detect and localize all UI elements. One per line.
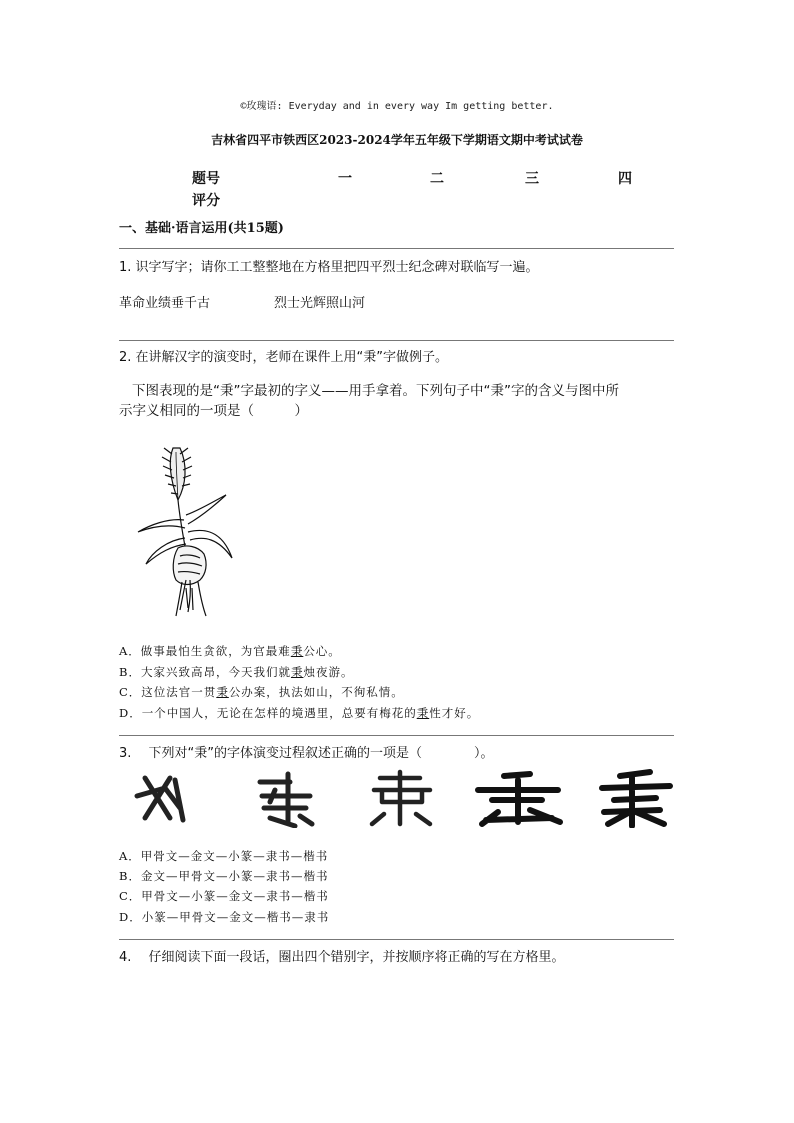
q2-option-b-pre: B．大家兴致高昂，今天我们就 xyxy=(119,665,291,679)
question-4-text: 4. 仔细阅读下面一段话，圈出四个错别字，并按顺序将正确的写在方格里。 xyxy=(119,950,565,965)
score-col-3: 三 xyxy=(525,171,539,187)
q2-option-d-pre: D．一个中国人，无论在怎样的境遇里，总要有梅花的 xyxy=(119,706,417,720)
q2-option-b[interactable] xyxy=(119,664,353,680)
q2-option-b-key-char: 秉 xyxy=(290,665,304,679)
score-row-number xyxy=(192,168,642,190)
oracle-bone-glyph xyxy=(125,768,225,828)
q2-option-c-key-char: 秉 xyxy=(216,685,229,699)
divider xyxy=(119,735,674,736)
q2-option-d-post: 性才好。 xyxy=(429,706,480,720)
score-col-4: 四 xyxy=(618,171,632,187)
clerical-script-glyph xyxy=(468,768,568,828)
divider xyxy=(119,340,674,341)
score-col-1: 一 xyxy=(338,171,352,187)
small-seal-glyph xyxy=(360,768,460,828)
regular-script-glyph xyxy=(590,768,690,828)
question-2-line-2: 示字义相同的一项是（ ） xyxy=(119,403,308,419)
divider xyxy=(119,939,674,940)
q2-option-c[interactable] xyxy=(119,684,404,700)
divider xyxy=(119,248,674,249)
q3-option-a[interactable]: A．甲骨文—金文—小篆—隶书—楷书 xyxy=(119,849,329,863)
exam-title: 吉林省四平市铁西区2023-2024学年五年级下学期语文期中考试试卷 xyxy=(211,133,583,147)
hand-holding-grain-illustration xyxy=(128,440,248,620)
score-row-label-2: 评分 xyxy=(192,193,220,209)
q2-option-a-post: 公心。 xyxy=(303,644,341,658)
score-row-label: 题号 xyxy=(192,171,220,187)
q2-option-d[interactable] xyxy=(119,705,479,721)
couplet-left: 革命业绩垂千古 xyxy=(119,296,211,311)
score-table xyxy=(192,168,642,212)
question-3-text: 3. 下列对“秉”的字体演变过程叙述正确的一项是（ ）。 xyxy=(119,746,494,761)
q3-option-b[interactable]: B．金文—甲骨文—小篆—隶书—楷书 xyxy=(119,869,329,883)
q2-option-a-key-char: 秉 xyxy=(290,644,304,658)
q2-option-a-pre: A．做事最怕生贪欲，为官最难 xyxy=(119,644,291,658)
q2-option-d-key-char: 秉 xyxy=(416,706,430,720)
score-col-2: 二 xyxy=(430,171,444,187)
q2-option-c-pre: C．这位法官一贯 xyxy=(119,685,217,699)
question-2-line-1: 下图表现的是“秉”字最初的字义——用手拿着。下列句子中“秉”字的含义与图中所 xyxy=(132,383,619,399)
question-1-text: 1. 识字写字；请你工工整整地在方格里把四平烈士纪念碑对联临写一遍。 xyxy=(119,260,539,275)
bronze-script-glyph xyxy=(240,768,340,828)
section-heading: 一、基础·语言运用(共15题) xyxy=(119,221,284,236)
q2-option-a[interactable] xyxy=(119,643,341,659)
couplet-right: 烈士光辉照山河 xyxy=(274,296,366,311)
watermark-line: ©玫瑰语: Everyday and in every way Im getting better. xyxy=(240,101,554,112)
score-row-score xyxy=(192,190,642,212)
q2-option-b-post: 烛夜游。 xyxy=(303,665,354,679)
q3-option-c[interactable]: C．甲骨文—小篆—金文—隶书—楷书 xyxy=(119,889,329,903)
q2-option-c-post: 公办案，执法如山，不徇私情。 xyxy=(228,685,404,699)
question-2-text: 2. 在讲解汉字的演变时，老师在课件上用“秉”字做例子。 xyxy=(119,350,449,365)
q3-option-d[interactable]: D．小篆—甲骨文—金文—楷书—隶书 xyxy=(119,910,330,924)
